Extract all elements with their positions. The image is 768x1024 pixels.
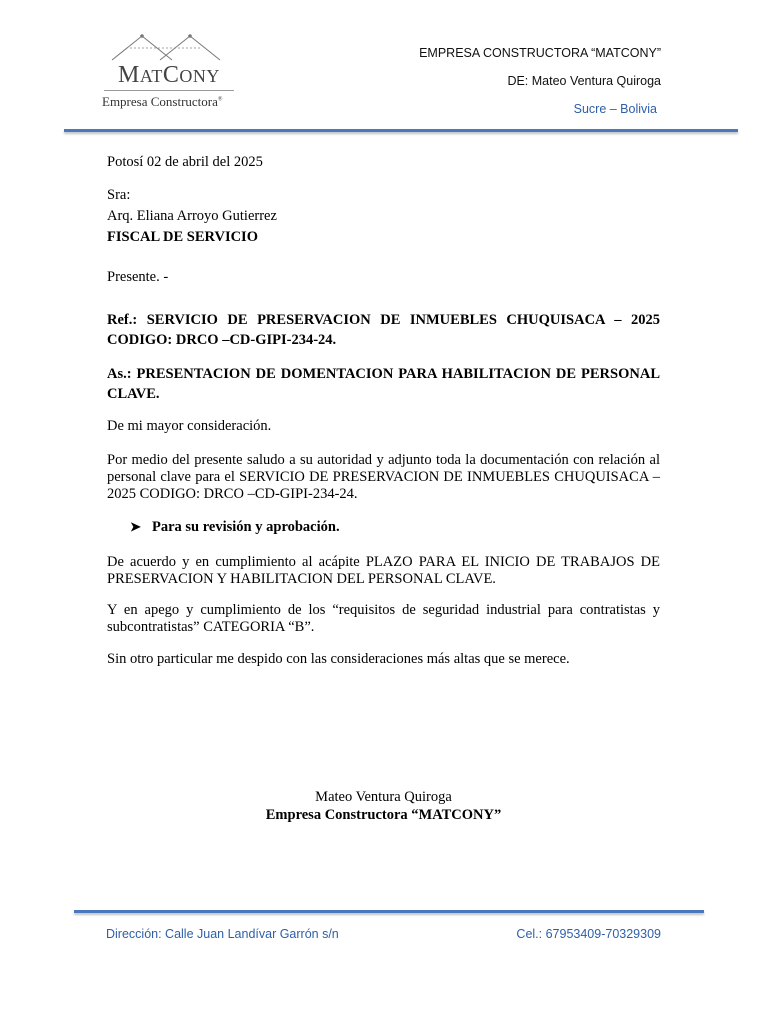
bullet-item	[130, 518, 660, 536]
recipient-title: FISCAL DE SERVICIO	[107, 229, 258, 245]
subject-line: As.: PRESENTACION DE DOMENTACION PARA HABILITACION DE PERSONAL CLAVE.	[107, 366, 660, 402]
paragraph-requisitos: Y en apego y cumplimiento de los “requisitos de seguridad industrial para contratistas y subcontratistas” CATEGORIA “B”.	[107, 602, 660, 635]
presente-line: Presente. -	[107, 269, 169, 285]
salutation: Sra:	[107, 187, 131, 203]
header-location: Sucre – Bolivia	[573, 102, 657, 116]
greeting: De mi mayor consideración.	[107, 418, 272, 434]
recipient-name: Arq. Eliana Arroyo Gutierrez	[107, 208, 277, 224]
signature-company: Empresa Constructora “MATCONY”	[265, 807, 502, 823]
letter-date: Potosí 02 de abril del 2025	[107, 154, 263, 170]
logo-tagline: Empresa Constructora®	[102, 94, 223, 109]
header-company: EMPRESA CONSTRUCTORA “MATCONY”	[419, 46, 661, 60]
arrow-bullet-icon: ➤	[130, 519, 141, 534]
reference-line: Ref.: SERVICIO DE PRESERVACION DE INMUEBLES CHUQUISACA – 2025 CODIGO: DRCO –CD-GIPI-234-24.	[107, 312, 660, 348]
footer-rule	[74, 910, 704, 913]
footer-phone: Cel.: 67953409-70329309	[516, 927, 661, 941]
header-rule	[64, 129, 738, 132]
bullet-text: Para su revisión y aprobación.	[152, 519, 340, 535]
paragraph-plazo: De acuerdo y en cumplimiento al acápite PLAZO PARA EL INICIO DE TRABAJOS DE PRESERVACION Y HABILITACION DEL PERSONAL CLAVE.	[107, 554, 660, 587]
header-from: DE: Mateo Ventura Quiroga	[507, 74, 661, 88]
paragraph-intro: Por medio del presente saludo a su autoridad y adjunto toda la documentación con relación al personal clave para el SERVICIO DE PRESERVACION DE INMUEBLES CHUQUISACA – 2025 CODIGO: DRCO –CD-GIPI-234-24.	[107, 452, 660, 502]
logo-divider	[104, 90, 234, 91]
footer-address: Dirección: Calle Juan Landívar Garrón s/n	[106, 927, 339, 941]
company-logo	[90, 28, 240, 114]
closing-line: Sin otro particular me despido con las consideraciones más altas que se merece.	[107, 651, 570, 667]
logo-wordmark: MATCONY	[118, 62, 220, 88]
signature-name: Mateo Ventura Quiroga	[315, 789, 452, 805]
